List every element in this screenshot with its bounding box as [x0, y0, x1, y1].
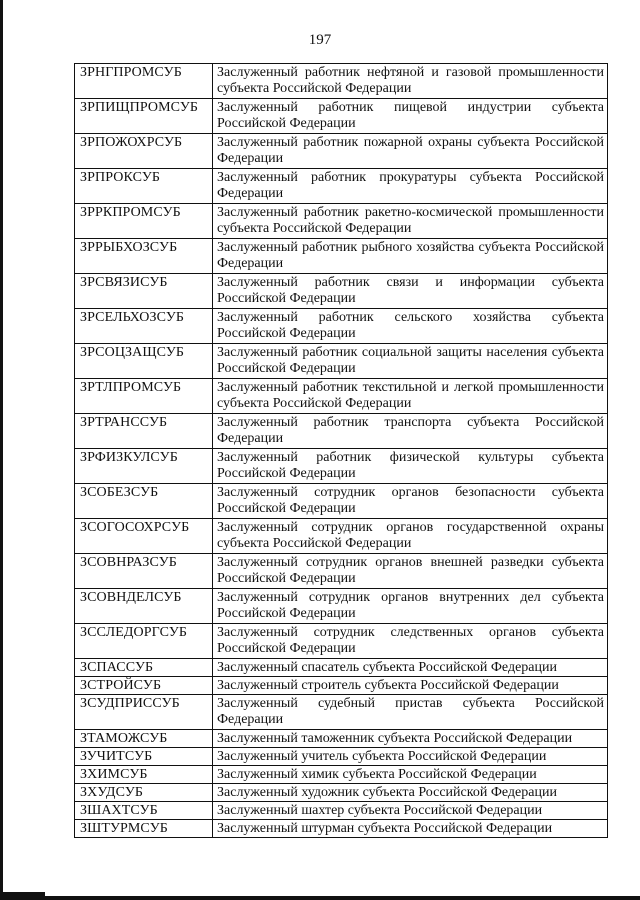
table-row: [75, 169, 608, 204]
award-code-cell: ЗРПОЖОХРСУБ: [75, 134, 213, 169]
page-number: 197: [308, 32, 332, 48]
award-title-cell: Заслуженный работник социальной защиты населения субъекта Российской Федерации: [213, 344, 608, 379]
award-title-cell: Заслуженный судебный пристав субъекта Российской Федерации: [213, 695, 608, 730]
table-row: [75, 64, 608, 99]
award-title-cell: Заслуженный работник сельского хозяйства субъекта Российской Федерации: [213, 309, 608, 344]
award-title-cell: Заслуженный работник связи и информации субъекта Российской Федерации: [213, 274, 608, 309]
table-row: [75, 695, 608, 730]
table-row: [75, 766, 608, 784]
award-code-cell: ЗРПРОКСУБ: [75, 169, 213, 204]
award-code-cell: ЗУЧИТСУБ: [75, 748, 213, 766]
table-row: [75, 748, 608, 766]
table-row: [75, 379, 608, 414]
table-row: [75, 624, 608, 659]
award-title-cell: Заслуженный работник транспорта субъекта Российской Федерации: [213, 414, 608, 449]
table-row: [75, 414, 608, 449]
award-code-table: [74, 63, 608, 838]
award-code-cell: ЗРНГПРОМСУБ: [75, 64, 213, 99]
table-row: [75, 677, 608, 695]
award-title-cell: Заслуженный сотрудник следственных органов субъекта Российской Федерации: [213, 624, 608, 659]
table-row: [75, 344, 608, 379]
award-code-cell: ЗСТРОЙСУБ: [75, 677, 213, 695]
table-row: [75, 802, 608, 820]
award-title-cell: Заслуженный работник пищевой индустрии субъекта Российской Федерации: [213, 99, 608, 134]
award-code-cell: ЗСОВНРАЗСУБ: [75, 554, 213, 589]
award-title-cell: Заслуженный строитель субъекта Российской Федерации: [213, 677, 608, 695]
award-title-cell: Заслуженный спасатель субъекта Российской Федерации: [213, 659, 608, 677]
table-row: [75, 589, 608, 624]
award-code-cell: ЗРСОЦЗАЩСУБ: [75, 344, 213, 379]
award-title-cell: Заслуженный работник нефтяной и газовой промышленности субъекта Российской Федерации: [213, 64, 608, 99]
award-title-cell: Заслуженный сотрудник органов внутренних дел субъекта Российской Федерации: [213, 589, 608, 624]
award-code-cell: ЗССЛЕДОРГСУБ: [75, 624, 213, 659]
award-title-cell: Заслуженный сотрудник органов безопасности субъекта Российской Федерации: [213, 484, 608, 519]
award-code-cell: ЗХУДСУБ: [75, 784, 213, 802]
award-code-cell: ЗШАХТСУБ: [75, 802, 213, 820]
table-row: [75, 730, 608, 748]
award-code-cell: ЗРТРАНССУБ: [75, 414, 213, 449]
award-title-cell: Заслуженный работник текстильной и легкой промышленности субъекта Российской Федерации: [213, 379, 608, 414]
award-code-cell: ЗРСВЯЗИСУБ: [75, 274, 213, 309]
award-code-cell: ЗРРЫБХОЗСУБ: [75, 239, 213, 274]
award-title-cell: Заслуженный работник пожарной охраны субъекта Российской Федерации: [213, 134, 608, 169]
award-code-cell: ЗРФИЗКУЛСУБ: [75, 449, 213, 484]
award-code-cell: ЗТАМОЖСУБ: [75, 730, 213, 748]
award-code-cell: ЗСПАССУБ: [75, 659, 213, 677]
award-code-cell: ЗРТЛПРОМСУБ: [75, 379, 213, 414]
award-code-cell: ЗШТУРМСУБ: [75, 820, 213, 838]
award-code-cell: ЗСОВНДЕЛСУБ: [75, 589, 213, 624]
table-row: [75, 820, 608, 838]
scan-left-edge: [0, 0, 3, 900]
table-row: [75, 784, 608, 802]
award-title-cell: Заслуженный штурман субъекта Российской Федерации: [213, 820, 608, 838]
scan-bottom-edge: [0, 896, 640, 900]
table-row: [75, 204, 608, 239]
table-row: [75, 309, 608, 344]
award-code-table-body: [75, 64, 608, 838]
award-title-cell: Заслуженный работник рыбного хозяйства субъекта Российской Федерации: [213, 239, 608, 274]
award-code-cell: ЗРРКПРОМСУБ: [75, 204, 213, 239]
award-code-cell: ЗРСЕЛЬХОЗСУБ: [75, 309, 213, 344]
table-row: [75, 134, 608, 169]
table-row: [75, 274, 608, 309]
award-title-cell: Заслуженный сотрудник органов внешней разведки субъекта Российской Федерации: [213, 554, 608, 589]
award-title-cell: Заслуженный сотрудник органов государственной охраны субъекта Российской Федерации: [213, 519, 608, 554]
award-code-cell: ЗРПИЩПРОМСУБ: [75, 99, 213, 134]
award-title-cell: Заслуженный работник физической культуры субъекта Российской Федерации: [213, 449, 608, 484]
award-code-cell: ЗСУДПРИССУБ: [75, 695, 213, 730]
award-title-cell: Заслуженный химик субъекта Российской Федерации: [213, 766, 608, 784]
award-code-cell: ЗХИМСУБ: [75, 766, 213, 784]
table-row: [75, 484, 608, 519]
table-row: [75, 99, 608, 134]
award-title-cell: Заслуженный художник субъекта Российской Федерации: [213, 784, 608, 802]
table-row: [75, 519, 608, 554]
table-row: [75, 554, 608, 589]
award-code-cell: ЗСОБЕЗСУБ: [75, 484, 213, 519]
table-row: [75, 239, 608, 274]
award-code-cell: ЗСОГОСОХРСУБ: [75, 519, 213, 554]
scan-bottom-notch: [0, 892, 45, 896]
table-row: [75, 659, 608, 677]
award-title-cell: Заслуженный работник ракетно-космической промышленности субъекта Российской Федерации: [213, 204, 608, 239]
table-row: [75, 449, 608, 484]
award-title-cell: Заслуженный шахтер субъекта Российской Федерации: [213, 802, 608, 820]
award-title-cell: Заслуженный работник прокуратуры субъекта Российской Федерации: [213, 169, 608, 204]
award-title-cell: Заслуженный таможенник субъекта Российской Федерации: [213, 730, 608, 748]
award-title-cell: Заслуженный учитель субъекта Российской Федерации: [213, 748, 608, 766]
